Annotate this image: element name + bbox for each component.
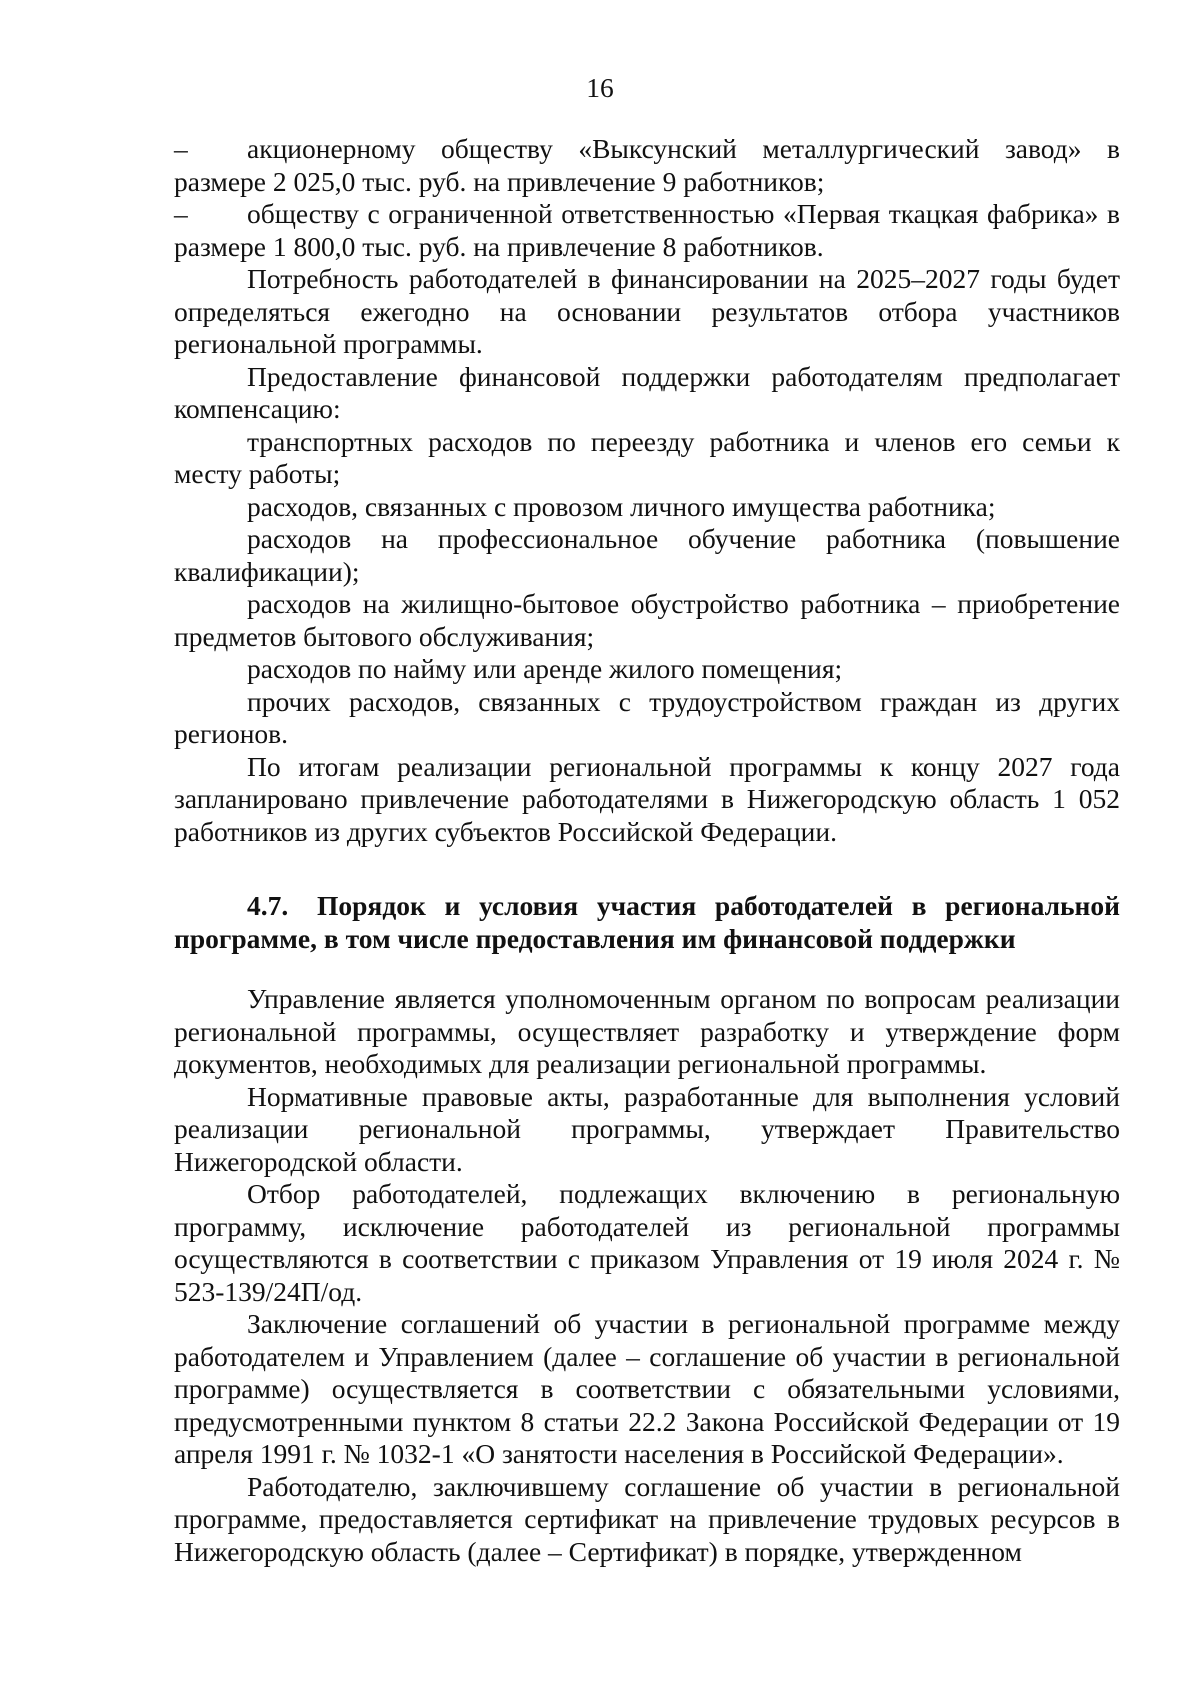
paragraph: расходов, связанных с провозом личного имущества работника; — [247, 490, 996, 522]
section-heading-block — [174, 890, 1120, 955]
paragraph: расходов по найму или аренде жилого помещения; — [247, 653, 843, 684]
paragraph: прочих расходов, связанных с трудоустройством граждан из других регионов. — [174, 685, 1120, 749]
paragraph: расходов на жилищно-бытовое обустройство работника – приобретение предметов бытового обслуживания; — [174, 588, 1120, 652]
list-dash: – — [174, 198, 188, 229]
page-number: 16 — [586, 72, 614, 103]
paragraph: По итогам реализации региональной программы к концу 2027 года запланировано привлечение работодателями в Нижегородскую область 1 052 работников из других субъектов Российской Федерации. — [174, 750, 1120, 847]
paragraph: Заключение соглашений об участии в региональной программе между работодателем и Управлением (далее – соглашение об участии в региональной программе) осуществляется в соответствии с обязательными условиями, предусмотренными пунктом 8 статьи 22.2 Закона Российской Федерации от 19 апреля 1991 г. № 1032-1 «О занятости населения в Российской Федерации». — [174, 1308, 1120, 1469]
paragraph: расходов на профессиональное обучение работника (повышение квалификации); — [174, 523, 1120, 587]
paragraph: Управление является уполномоченным органом по вопросам реализации региональной программы, осуществляет разработку и утверждение форм документов, необходимых для реализации региональной программы. — [174, 983, 1120, 1079]
list-item-text: обществу с ограниченной ответственностью «Первая ткацкая фабрика» в размере 1 800,0 тыс. руб. на привлечение 8 работников. — [174, 198, 1120, 262]
text-block-top — [174, 133, 1120, 848]
paragraph: Потребность работодателей в финансировании на 2025–2027 годы будет определяться ежегодно на основании результатов отбора участников региональной программы. — [174, 263, 1120, 359]
paragraph: Предоставление финансовой поддержки работодателям предполагает компенсацию: — [174, 360, 1120, 424]
section-title: Порядок и условия участия работодателей в региональной программе, в том числе предоставления им финансовой поддержки — [174, 890, 1120, 954]
list-item-text: акционерному обществу «Выксунский металлургический завод» в размере 2 025,0 тыс. руб. на привлечение 9 работников; — [174, 133, 1120, 197]
paragraph: транспортных расходов по переезду работника и членов его семьи к месту работы; — [174, 425, 1120, 489]
list-item — [174, 133, 1120, 198]
section-heading — [174, 890, 1120, 955]
paragraph: Нормативные правовые акты, разработанные для выполнения условий реализации региональной программы, утверждает Правительство Нижегородской области. — [174, 1080, 1120, 1177]
section-number: 4.7. — [247, 890, 289, 921]
paragraph: Отбор работодателей, подлежащих включению в региональную программу, исключение работодателей из региональной программы осуществляются в соответствии с приказом Управления от 19 июля 2024 г. № 523-139/24П/од. — [174, 1178, 1120, 1307]
text-block-bottom — [174, 983, 1120, 1568]
list-item — [174, 198, 1120, 263]
list-dash: – — [174, 133, 188, 164]
paragraph: Работодателю, заключившему соглашение об участии в региональной программе, предоставляется сертификат на привлечение трудовых ресурсов в Нижегородскую область (далее – Сертификат) в порядке, утвержденном — [174, 1470, 1120, 1567]
